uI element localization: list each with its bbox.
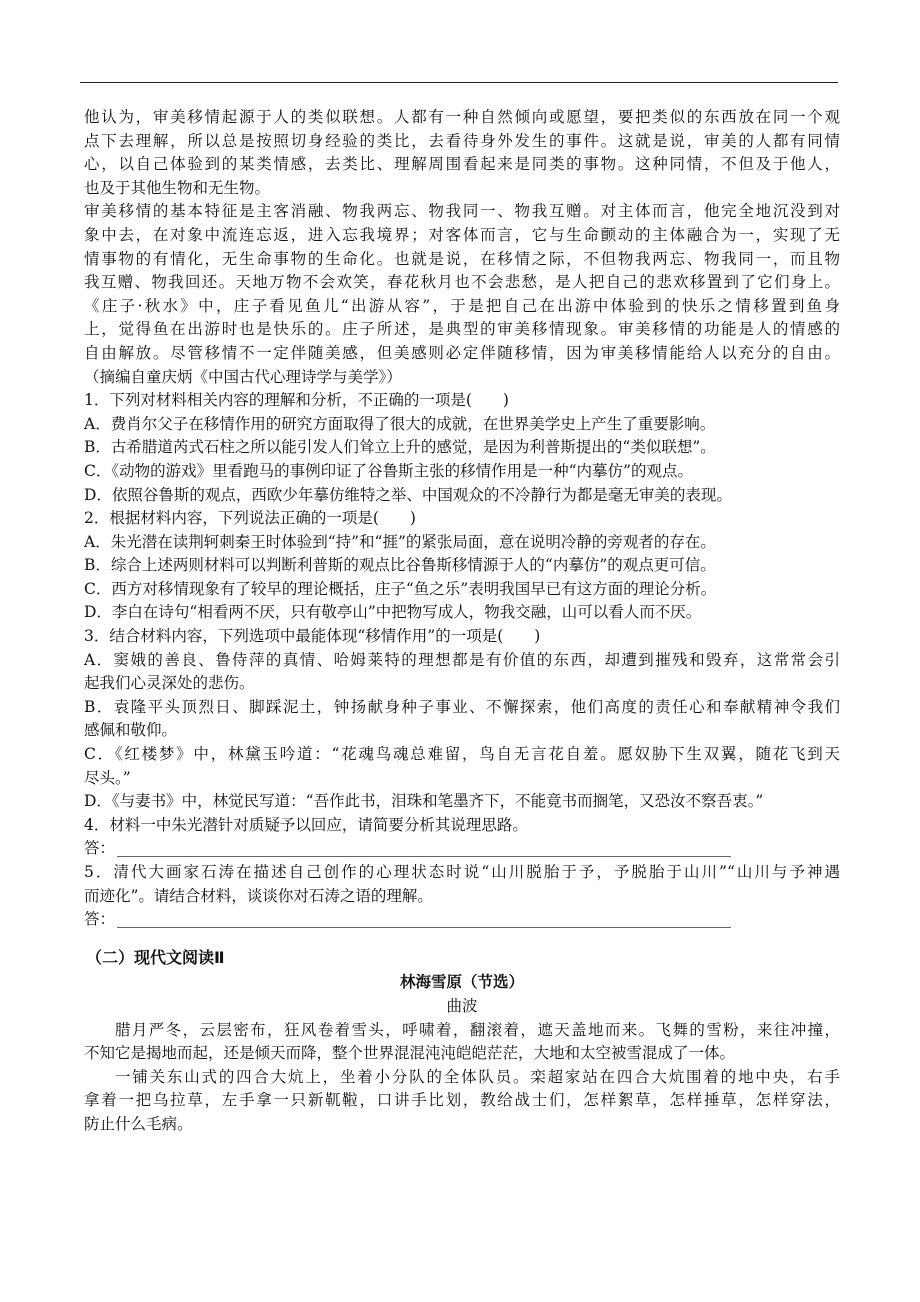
article-title: 林海雪原（节选） — [399, 973, 524, 992]
question-stem: 3．结合材料内容，下列选项中最能体现“移情作用”的一项是( ) — [84, 627, 541, 646]
question-4 — [84, 814, 840, 861]
text-line: 情事物的有情化，无生命事物的生命化。也就是说，在移情之际，不但物我两忘、物我同一，而且物 — [84, 249, 840, 268]
option-a: A．朱光潜在读荆轲刺秦王时体验到“持”和“捱”的紧张局面，意在说明冷静的旁观者的存在。 — [84, 532, 716, 551]
text-line: 我互赠、物我回还。天地万物不会欢笑，春花秋月也不会悲愁，是人把自己的悲欢移置到了它们身上。 — [84, 273, 840, 292]
passage-paragraph-1 — [84, 106, 840, 200]
answer-label: 答： — [84, 910, 116, 929]
text-line: 《庄子·秋水》中，庄子看见鱼儿“出游从容”，于是把自己在出游中体验到的快乐之情移置到鱼身 — [84, 296, 840, 315]
option-c: C．西方对移情现象有了较早的理论概括，庄子“鱼之乐”表明我国早已有这方面的理论分析。 — [84, 579, 717, 598]
passage-source: （摘编自童庆炳《中国古代心理诗学与美学》） — [84, 367, 402, 386]
option-b: B．综合上述两则材料可以判断利普斯的观点比谷鲁斯移情源于人的“内摹仿”的观点更可信。 — [84, 556, 716, 575]
text-line: 一铺关东山式的四合大炕上，坐着小分队的全体队员。栾超家站在四合大炕围着的地中央，右手 — [115, 1067, 840, 1086]
text-line: 拿着一把乌拉草，左手拿一只新靰鞡，口讲手比划，教给战士们，怎样絮草，怎样捶草，怎样穿法， — [84, 1091, 840, 1110]
article-author: 曲波 — [446, 996, 478, 1015]
option-b: B．袁隆平头顶烈日、脚踩泥土，钟扬献身种子事业、不懈探索，他们高度的责任心和奉献精神令我们 — [84, 697, 840, 716]
option-c: C．《红楼梦》中，林黛玉吟道：“花魂鸟魂总难留，鸟自无言花自羞。愿奴胁下生双翼，随花飞到天 — [84, 745, 840, 764]
text-line: 点下去理解，所以总是按照切身经验的类比，去看待身外发生的事件。这就是说，审美的人都有同情 — [84, 131, 840, 150]
text-line: 象中去，在对象中流连忘返，进入忘我境界；对客体而言，它与生命颤动的主体融合为一，实现了无 — [84, 225, 840, 244]
option-a: A．费肖尔父子在移情作用的研究方面取得了很大的成就，在世界美学史上产生了重要影响。 — [84, 414, 716, 433]
question-1 — [84, 389, 840, 507]
text-line: 不知它是揭地而起，还是倾天而降，整个世界混混沌沌皑皑茫茫，大地和太空被雪混成了一体。 — [84, 1044, 736, 1063]
question-stem: 1．下列对材料相关内容的理解和分析，不正确的一项是( ) — [84, 391, 509, 410]
answer-line[interactable] — [117, 913, 731, 928]
text-line: 审美移情的基本特征是主客消融、物我两忘、物我同一、物我互赠。对主体而言，他完全地沉没到对 — [84, 202, 840, 221]
question-stem-cont: 而迹化”。请结合材料，谈谈你对石涛之语的理解。 — [84, 886, 433, 905]
option-c: C．《动物的游戏》里看跑马的事例印证了谷鲁斯主张的移情作用是一种“内摹仿”的观点。 — [84, 461, 693, 480]
answer-label: 答： — [84, 839, 116, 858]
header-rule — [80, 82, 838, 83]
answer-row — [84, 837, 840, 861]
question-2 — [84, 507, 840, 625]
question-stem: 4．材料一中朱光潜针对质疑予以回应，请简要分析其说理思路。 — [84, 815, 528, 834]
option-b-cont: 感佩和敬仰。 — [84, 721, 178, 740]
text-line: 也及于其他生物和无生物。 — [84, 178, 271, 197]
document-page — [84, 106, 840, 1137]
question-stem: 2．根据材料内容，下列说法正确的一项是( ) — [84, 509, 416, 528]
option-d: D．《与妻书》中，林觉民写道：“吾作此书，泪珠和笔墨齐下，不能竟书而搁笔，又恐汝不察吾衷。” — [84, 792, 764, 811]
answer-line[interactable] — [117, 842, 731, 857]
text-line: 腊月严冬，云层密布，狂风卷着雪头，呼啸着，翻滚着，遮天盖地而来。飞舞的雪粉，来往冲撞， — [115, 1020, 840, 1039]
answer-row — [84, 908, 840, 932]
question-stem: 5．清代大画家石涛在描述自己创作的心理状态时说“山川脱胎于予，予脱胎于山川”“山川与予神遇 — [84, 863, 840, 881]
text-line: 他认为，审美移情起源于人的类似联想。人都有一种自然倾向或愿望，要把类似的东西放在同一个观 — [84, 108, 840, 126]
text-line: 自由解放。尽管移情不一定伴随美感，但美感则必定伴随移情，因为审美移情能给人以充分的自由。 — [84, 343, 840, 362]
text-line: 上，觉得鱼在出游时也是快乐的。庄子所述，是典型的审美移情现象。审美移情的功能是人的情感的 — [84, 320, 840, 339]
article-paragraph-1 — [84, 1019, 840, 1066]
text-line: 防止什么毛病。 — [84, 1114, 193, 1133]
section-heading: （二）现代文阅读Ⅱ — [86, 947, 225, 967]
option-a-cont: 起我们心灵深处的悲伤。 — [84, 674, 255, 693]
option-a: A．窦娥的善良、鲁侍萍的真情、哈姆莱特的理想都是有价值的东西，却遭到摧残和毁弃，这常常会引 — [84, 650, 840, 669]
option-d: D．李白在诗句“相看两不厌，只有敬亭山”中把物写成人，物我交融，山可以看人而不厌。 — [84, 603, 702, 622]
option-c-cont: 尽头。” — [84, 768, 131, 787]
passage-paragraph-2 — [84, 200, 840, 365]
option-d: D．依照谷鲁斯的观点，西欧少年摹仿维特之举、中国观众的不冷静行为都是毫无审美的表现。 — [84, 485, 732, 504]
question-3 — [84, 625, 840, 814]
text-line: 心，以自己体验到的某类情感，去类比、理解周围看起来是同类的事物。这种同情，不但及于他人， — [84, 155, 840, 174]
question-5 — [84, 861, 840, 932]
article-paragraph-2 — [84, 1066, 840, 1137]
option-b: B．古希腊道芮式石柱之所以能引发人们耸立上升的感觉，是因为利普斯提出的“类似联想”。 — [84, 438, 716, 457]
